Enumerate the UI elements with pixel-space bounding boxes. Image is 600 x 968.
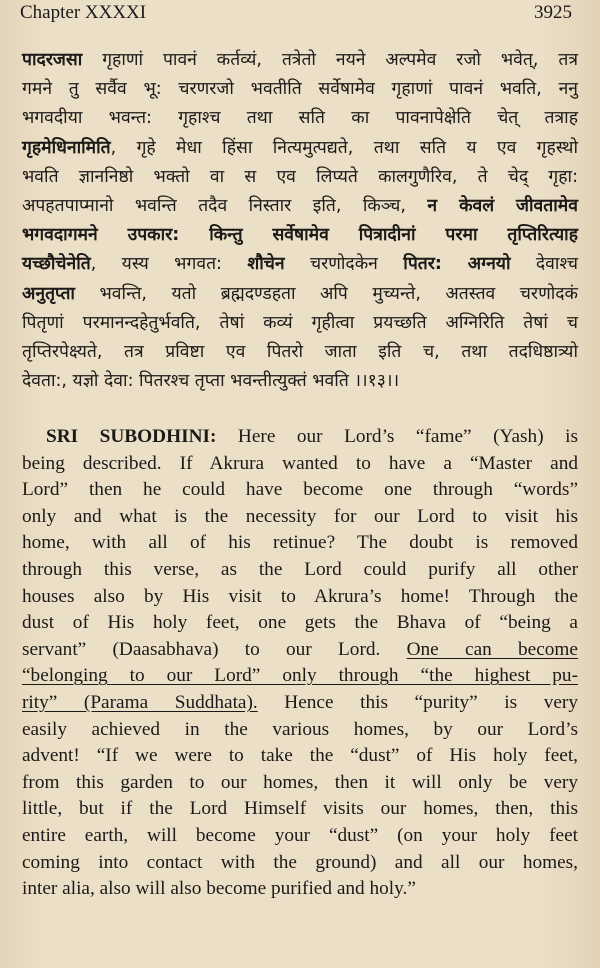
- english-line: [22, 850, 578, 877]
- text-segment: भवति ज्ञाननिष्ठो भक्तो वा स एव लिप्यते कालगुणैरिव, ते चेद् गृहा:: [22, 166, 578, 187]
- page-number: 3925: [534, 2, 572, 23]
- bold-text: SRI SUBODHINI:: [46, 426, 217, 447]
- sanskrit-line: [22, 75, 578, 104]
- text-segment: from this garden to our homes, then it will only be very: [22, 771, 578, 793]
- sanskrit-line: [22, 134, 578, 163]
- sanskrit-line: [22, 221, 578, 250]
- text-segment: Here our Lord’s “fame” (Yash) is: [216, 426, 578, 447]
- bold-text: पितर: अग्नयो: [403, 254, 511, 275]
- english-line: [22, 743, 578, 770]
- text-segment: servant” (Daasabhava) to our Lord.: [22, 638, 407, 660]
- text-segment: देवता:, यज्ञो देवा: पितरश्च तृप्ता भवन्तीत्युक्तं भवति ।।१३।।: [22, 371, 400, 392]
- text-segment: पितृणां परमानन्दहेतुर्भवति, तेषां कव्यं गृहीत्वा प्रयच्छति अग्निरिति तेषां च: [22, 312, 578, 333]
- bold-text: अनुतृप्ता: [22, 283, 75, 304]
- text-segment: entire earth, will become your “dust” (on your holy feet: [22, 824, 578, 846]
- page-header: [20, 2, 572, 24]
- bold-text: शौचेन: [247, 254, 285, 275]
- sanskrit-line: [22, 367, 578, 396]
- chapter-title: Chapter XXXXI: [20, 2, 147, 23]
- text-segment: गृहाणां पावनं कर्तव्यं, तत्रेतो नयने अल्पमेव रजो भवेत्, तत्र: [82, 50, 578, 70]
- english-line: [22, 557, 578, 584]
- text-segment: Lord” then he could have become one through “words”: [22, 479, 578, 501]
- bold-text: गृहमेधिनामिति: [22, 137, 111, 158]
- sanskrit-line: [22, 250, 578, 279]
- english-line: [22, 504, 578, 531]
- english-line: [22, 663, 578, 690]
- bold-text: यच्छौचेनेति: [22, 254, 91, 275]
- english-translation: [22, 424, 578, 903]
- bold-text: पादरजसा: [22, 50, 83, 70]
- text-segment: only and what is the necessity for our Lord to visit his: [22, 505, 578, 527]
- sanskrit-line: [22, 46, 578, 75]
- text-segment: भवन्ति, यतो ब्रह्मदण्डहता अपि मुच्यन्ते, अतस्तव चरणोदकं: [74, 283, 578, 304]
- bold-text: भगवदागमने उपकार: किन्तु सर्वेषामेव पित्रादीनां परमा तृप्तिरित्याह: [22, 225, 578, 246]
- text-segment: inter alia, also will also become purified and holy.”: [22, 878, 416, 900]
- english-line: [22, 717, 578, 744]
- underlined-text: “belonging to our Lord” only through “the highest pu-: [22, 665, 578, 687]
- english-line: [22, 876, 578, 903]
- underlined-text: One can become: [406, 638, 578, 660]
- english-line: [22, 451, 578, 478]
- english-line: [22, 584, 578, 611]
- text-segment: coming into contact with the ground) and all our homes,: [22, 851, 578, 873]
- text-segment: being described. If Akrura wanted to have a “Master and: [22, 452, 578, 474]
- text-segment: देवाश्च: [510, 254, 578, 275]
- text-segment: भगवदीया भवन्त: गृहाश्च तथा सति का पावनापेक्षेति चेत् तत्राह: [22, 108, 578, 129]
- english-line: [22, 477, 578, 504]
- sanskrit-line: [22, 309, 578, 338]
- text-segment: advent! “If we were to take the “dust” of His holy feet,: [22, 745, 578, 767]
- english-line: [22, 637, 578, 664]
- text-segment: houses also by His visit to Akrura’s home! Through the: [22, 585, 578, 607]
- english-line: [22, 690, 578, 717]
- text-segment: चरणोदकेन: [284, 254, 404, 275]
- text-segment: अपहतपाप्मानो भवन्ति तदैव निस्तार इति, किञ्च,: [22, 195, 428, 216]
- underlined-text: rity” (Parama Suddhata).: [22, 691, 258, 713]
- text-segment: easily achieved in the various homes, by our Lord’s: [22, 718, 578, 740]
- text-segment: तृप्तिरपेक्ष्यते, तत्र प्रविष्टा एव पितरो जाता इति च, तथा तदधिष्ठात्र्यो: [22, 341, 578, 362]
- sanskrit-line: [22, 163, 578, 192]
- text-segment: dust of His holy feet, one gets the Bhava of “being a: [22, 612, 578, 634]
- sanskrit-line: [22, 338, 578, 367]
- english-line: [22, 796, 578, 823]
- text-segment: , गृहे मेधा हिंसा नित्यमुत्पद्यते, तथा सति य एव गृहस्थो: [110, 137, 578, 158]
- text-segment: , यस्य भगवत:: [90, 254, 248, 275]
- text-segment: home, with all of his retinue? The doubt is removed: [22, 532, 578, 554]
- sanskrit-line: [22, 280, 578, 309]
- text-segment: गमने तु सर्वैव भू: चरणरजो भवतीति सर्वेषामेव गृहाणां पावनं भवति, ननु: [22, 79, 578, 100]
- sanskrit-commentary: [22, 46, 578, 396]
- sanskrit-line: [22, 104, 578, 133]
- text-segment: little, but if the Lord Himself visits our homes, then, this: [22, 798, 578, 820]
- bold-text: न केवलं जीवतामेव: [427, 195, 578, 216]
- english-line: [22, 530, 578, 557]
- english-line: [22, 770, 578, 797]
- sanskrit-line: [22, 192, 578, 221]
- english-line: [22, 823, 578, 850]
- english-line: [22, 610, 578, 637]
- english-line: [22, 424, 578, 451]
- text-segment: Hence this “purity” is very: [257, 691, 578, 713]
- text-segment: through this verse, as the Lord could purify all other: [22, 558, 578, 580]
